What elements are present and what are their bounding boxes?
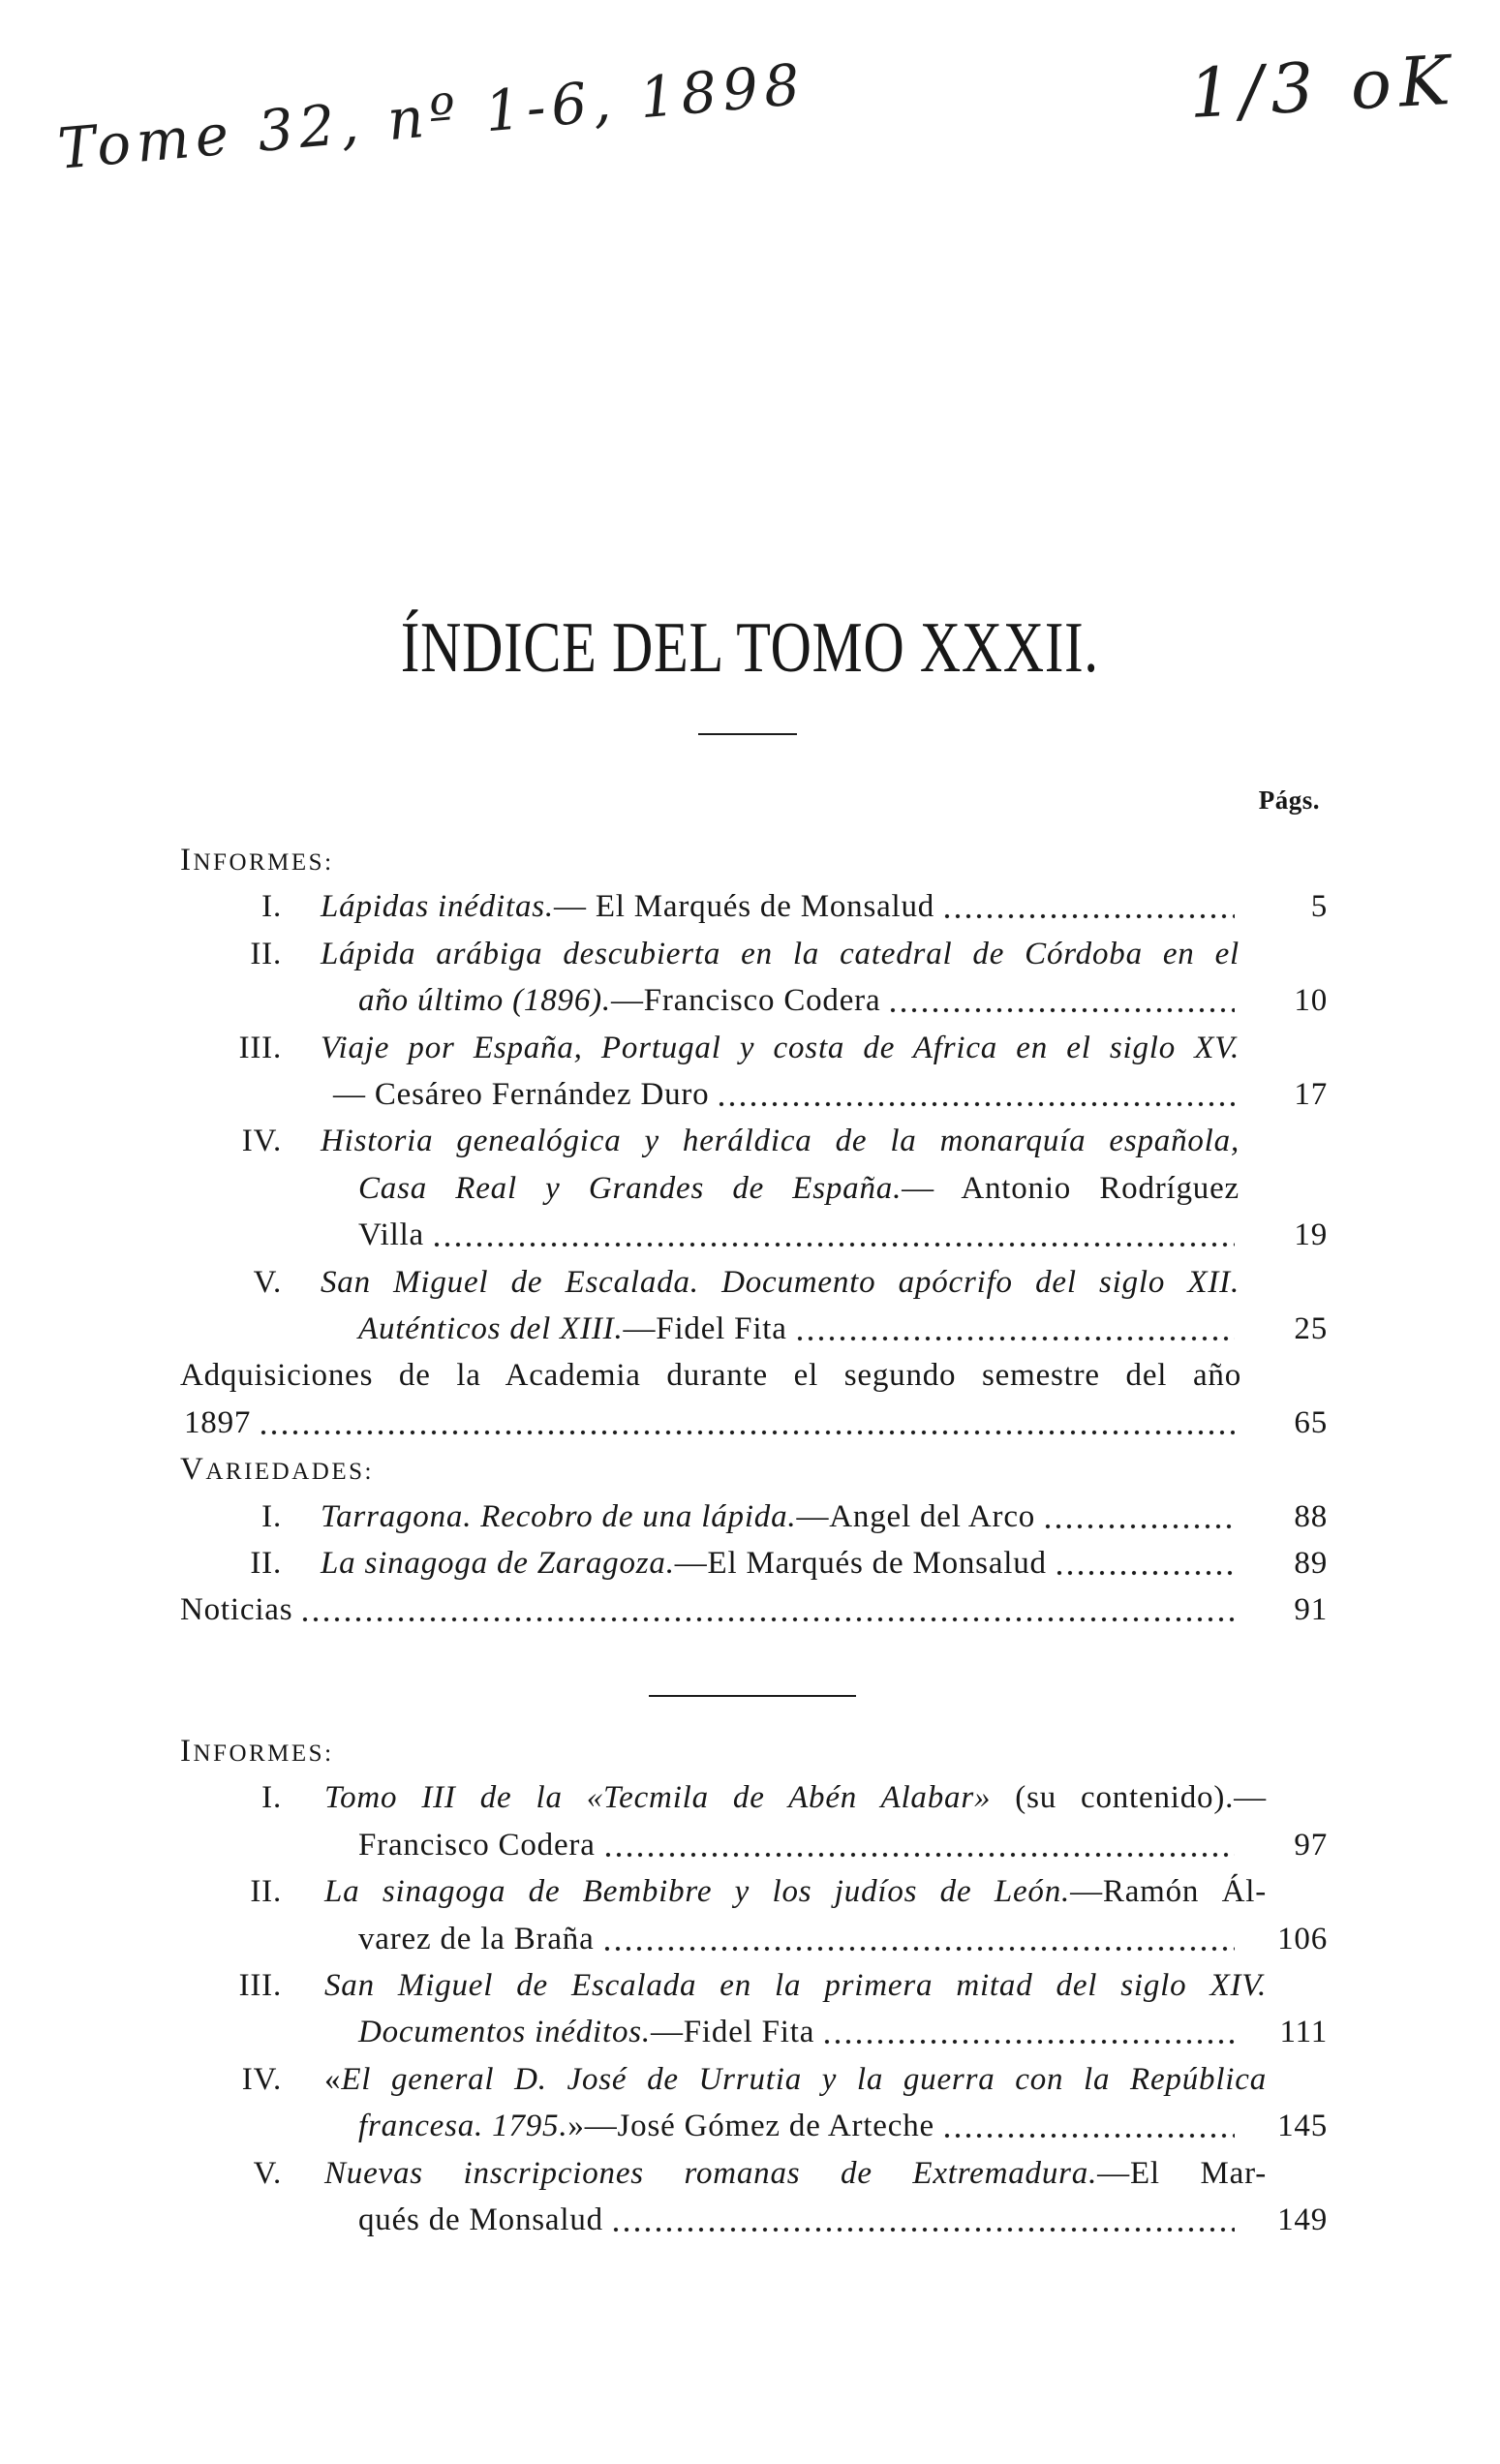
entry-title: Adquisiciones de la Academia durante el segundo semestre del año xyxy=(180,1358,1241,1393)
section-heading: VARIEDADES: xyxy=(180,1452,374,1487)
dot-leader xyxy=(432,1212,1235,1258)
entry-author: —Fidel Fita xyxy=(623,1311,787,1346)
index-title-block xyxy=(0,604,1500,692)
entry-title: Lápida arábiga descubierta en la catedral de Córdoba en el xyxy=(321,937,1240,971)
entry-title: Noticias xyxy=(180,1592,293,1627)
page-number: 97 xyxy=(1294,1828,1328,1863)
entry-text xyxy=(358,977,880,1024)
entry-author: Francisco Codera xyxy=(358,1828,596,1863)
open-quote: « xyxy=(324,2062,342,2097)
page-number: 106 xyxy=(1277,1922,1328,1956)
dot-leader xyxy=(259,1400,1235,1446)
page-number: 149 xyxy=(1277,2202,1328,2237)
section-heading-row xyxy=(180,1446,1328,1493)
dot-leader xyxy=(611,2197,1235,2243)
entry-author: —Francisco Codera xyxy=(610,983,881,1018)
page-number: 25 xyxy=(1294,1311,1328,1346)
entry-text xyxy=(324,1868,1267,1915)
index-line xyxy=(180,1165,1328,1212)
entry-title: Auténticos del XIII. xyxy=(358,1311,624,1346)
section-heading-row xyxy=(180,837,1328,883)
dot-leader xyxy=(602,1916,1235,1962)
index-line xyxy=(180,2056,1328,2103)
index-line xyxy=(180,1540,1328,1586)
entry-text xyxy=(358,1306,787,1352)
entry-text xyxy=(358,1165,1240,1212)
entry-numeral: III. xyxy=(238,1968,282,2003)
section-heading: INFORMES: xyxy=(180,843,334,878)
entry-author: —El Marqués de Monsalud xyxy=(674,1546,1047,1581)
entry-numeral: I. xyxy=(261,889,282,924)
index-line xyxy=(180,1916,1328,1962)
index-line xyxy=(180,2103,1328,2149)
index-title: ÍNDICE DEL TOMO XXXII. xyxy=(400,608,1099,688)
entry-author: — Antonio Rodríguez xyxy=(902,1171,1240,1206)
entry-author: —Fidel Fita xyxy=(650,2015,815,2049)
entry-numeral: IV. xyxy=(241,2062,282,2097)
page-number: 145 xyxy=(1277,2109,1328,2143)
index-line xyxy=(180,1025,1328,1071)
page-number: 19 xyxy=(1294,1217,1328,1252)
page-number: 88 xyxy=(1294,1499,1328,1534)
entry-author: —Angel del Arco xyxy=(796,1499,1036,1534)
page-number: 5 xyxy=(1310,889,1328,924)
handwritten-check-note: 1/3 oK xyxy=(1186,40,1460,134)
entry-title: Documentos inéditos. xyxy=(358,2015,651,2049)
index-line xyxy=(180,1306,1328,1352)
entry-title: Lápidas inéditas. xyxy=(321,889,554,924)
page-number: 17 xyxy=(1294,1077,1328,1112)
entry-title: San Miguel de Escalada en la primera mitad del siglo XIV. xyxy=(324,1968,1267,2003)
index-line xyxy=(180,1352,1328,1399)
index-line xyxy=(180,883,1328,930)
entry-author: — El Marqués de Monsalud xyxy=(553,889,935,924)
entry-text xyxy=(321,1540,1047,1586)
entry-numeral: II. xyxy=(250,1546,282,1581)
page-number: 10 xyxy=(1294,983,1328,1018)
dot-leader xyxy=(1043,1494,1235,1540)
page-number: 91 xyxy=(1294,1592,1328,1627)
page-number: 65 xyxy=(1294,1405,1328,1440)
index-line xyxy=(180,1962,1328,2009)
section-heading-row xyxy=(180,1728,1328,1774)
entry-author: —Ramón Ál- xyxy=(1070,1874,1267,1909)
entry-text xyxy=(324,2056,1267,2103)
entry-note: (su contenido).— xyxy=(1015,1780,1267,1815)
page-number: 111 xyxy=(1279,2015,1328,2049)
index-line xyxy=(180,2009,1328,2055)
entry-title: La sinagoga de Zaragoza. xyxy=(321,1546,675,1581)
entry-author: —El Mar- xyxy=(1097,2156,1267,2191)
index-line xyxy=(180,1822,1328,1868)
pages-column-label: Págs. xyxy=(1258,785,1320,815)
dot-leader xyxy=(1055,1540,1235,1586)
entry-title: San Miguel de Escalada. Documento apócrifo del siglo XII. xyxy=(321,1265,1240,1300)
entry-title: Nuevas inscripciones romanas de Extremadura. xyxy=(324,2156,1098,2191)
entry-title: francesa. 1795. xyxy=(358,2109,568,2143)
index-line xyxy=(180,1259,1328,1306)
index-line xyxy=(180,2150,1328,2197)
index-line xyxy=(180,931,1328,977)
entry-author: Villa xyxy=(358,1217,425,1252)
entry-text xyxy=(321,1494,1035,1540)
dot-leader xyxy=(822,2009,1235,2055)
dot-leader xyxy=(888,977,1235,1024)
dot-leader xyxy=(300,1586,1235,1633)
title-rule xyxy=(698,733,797,735)
entry-numeral: III. xyxy=(238,1031,282,1065)
index-line xyxy=(180,1400,1328,1446)
entry-numeral: V. xyxy=(253,2156,282,2191)
entry-text xyxy=(358,2009,814,2055)
entry-text xyxy=(324,1774,1267,1821)
index-line xyxy=(180,1118,1328,1164)
section-divider xyxy=(649,1695,856,1697)
entry-text xyxy=(321,883,934,930)
entry-title: Casa Real y Grandes de España. xyxy=(358,1171,903,1206)
index-line xyxy=(180,977,1328,1024)
index-line xyxy=(180,1071,1328,1118)
entry-title: año último (1896). xyxy=(358,983,611,1018)
entry-numeral: I. xyxy=(261,1499,282,1534)
entry-author: — Cesáreo Fernández Duro xyxy=(333,1077,710,1112)
entry-title: Tomo III de la «Tecmila de Abén Alabar» xyxy=(324,1780,992,1815)
index-line xyxy=(180,2197,1328,2243)
entry-numeral: II. xyxy=(250,937,282,971)
entry-text xyxy=(324,2150,1267,2197)
entry-numeral: IV. xyxy=(241,1124,282,1158)
index-line xyxy=(180,1586,1328,1633)
entry-title: 1897 xyxy=(184,1405,252,1440)
entry-numeral: I. xyxy=(261,1780,282,1815)
index-line xyxy=(180,1494,1328,1540)
index-line xyxy=(180,1212,1328,1258)
dot-leader xyxy=(717,1071,1235,1118)
entry-title: Historia genealógica y heráldica de la monarquía española, xyxy=(321,1124,1240,1158)
dot-leader xyxy=(603,1822,1235,1868)
dot-leader xyxy=(795,1306,1235,1352)
entry-author: »—José Gómez de Arteche xyxy=(567,2109,934,2143)
entry-title: Viaje por España, Portugal y costa de Africa en el siglo XV. xyxy=(321,1031,1240,1065)
dot-leader xyxy=(942,883,1235,930)
entry-author: qués de Monsalud xyxy=(358,2202,603,2237)
page-number: 89 xyxy=(1294,1546,1328,1581)
index-line xyxy=(180,1774,1328,1821)
entry-title: El general D. José de Urrutia y la guerra con la República xyxy=(341,2062,1267,2097)
handwritten-volume-note: Tome 32, nº 1-6, 1898 xyxy=(55,50,809,182)
index-line xyxy=(180,1868,1328,1915)
section-heading: INFORMES: xyxy=(180,1734,334,1769)
entry-title: Tarragona. Recobro de una lápida. xyxy=(321,1499,797,1534)
entry-title: La sinagoga de Bembibre y los judíos de León. xyxy=(324,1874,1071,1909)
entry-author: varez de la Braña xyxy=(358,1922,595,1956)
entry-numeral: II. xyxy=(250,1874,282,1909)
dot-leader xyxy=(942,2103,1235,2149)
entry-numeral: V. xyxy=(253,1265,282,1300)
entry-text xyxy=(358,2103,934,2149)
